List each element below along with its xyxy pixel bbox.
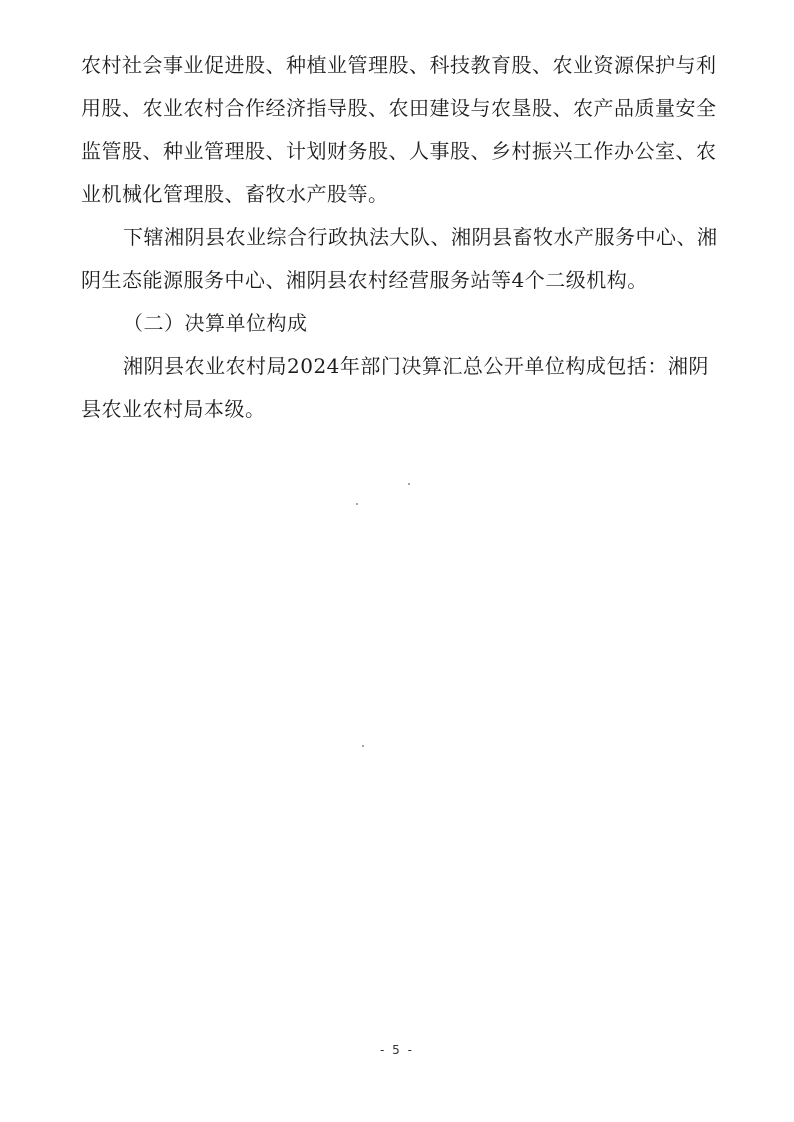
scan-speck — [362, 745, 364, 747]
section-heading: （二）决算单位构成 — [123, 311, 308, 335]
paragraph-budget-units: 湘阴县农业农村局2024年部门决算汇总公开单位构成包括：湘阴县农业农村局本级。 — [81, 354, 709, 421]
scan-speck — [408, 483, 410, 485]
paragraph-departments: 农村社会事业促进股、种植业管理股、科技教育股、农业资源保护与利用股、农业农村合作经济指导股、农田建设与农垦股、农产品质量安全监管股、种业管理股、计划财务股、人事股、乡村振兴工作办公室、农业机械化管理股、畜牧水产股等。 — [81, 53, 717, 206]
page-number: - 5 - — [380, 1043, 414, 1057]
scan-speck — [356, 503, 358, 505]
document-body — [81, 44, 721, 431]
paragraph-subordinate-units: 下辖湘阴县农业综合行政执法大队、湘阴县畜牧水产服务中心、湘阴生态能源服务中心、湘阴县农村经营服务站等4个二级机构。 — [81, 225, 718, 292]
